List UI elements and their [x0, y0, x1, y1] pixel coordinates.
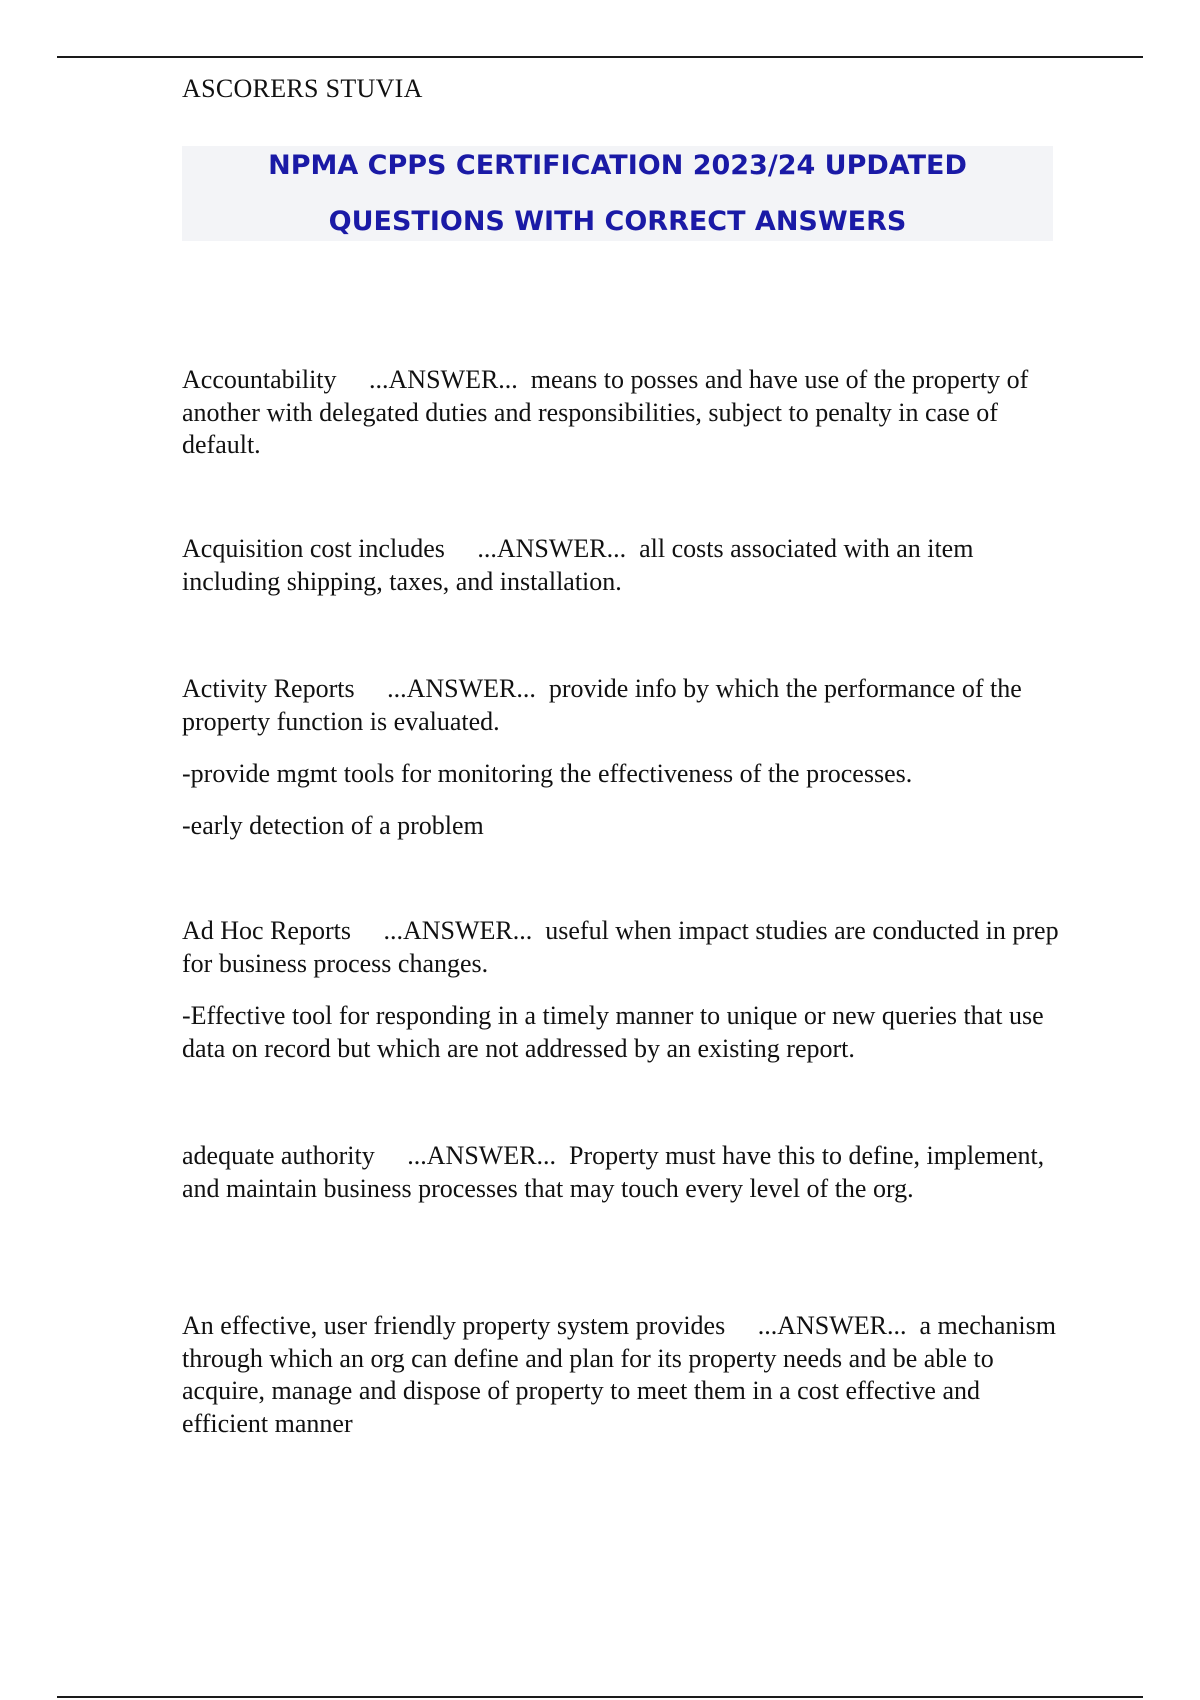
- answer-marker: ...ANSWER...: [387, 674, 536, 703]
- bottom-rule: [57, 1696, 1143, 1698]
- answer-marker: ...ANSWER...: [477, 534, 627, 563]
- entry-answer: a mechanism through which an org can define and plan for its property needs and be able to acquire, manage and dispose of property to meet them in a cost effective and efficient manner: [182, 1311, 1056, 1438]
- entry-extra-line: -provide mgmt tools for monitoring the effectiveness of the processes.: [182, 759, 913, 788]
- entry-extra-line: -Effective tool for responding in a timely manner to unique or new queries that use data on record but which are not addressed by an existing report.: [182, 1001, 1044, 1063]
- entry-term: Ad Hoc Reports: [182, 916, 351, 945]
- answer-marker: ...ANSWER...: [383, 916, 533, 945]
- entry-answer: useful when impact studies are conducted in prep for business process changes.: [182, 916, 1059, 978]
- entry-term: Acquisition cost includes: [182, 534, 445, 563]
- entry-answer: all costs associated with an item including shipping, taxes, and installation.: [182, 534, 974, 596]
- entry-term: Accountability: [182, 365, 337, 394]
- entry-term: An effective, user friendly property system provides: [182, 1311, 726, 1340]
- title-banner: [182, 146, 1053, 241]
- document-header: ASCORERS STUVIA: [182, 74, 423, 103]
- answer-marker: ...ANSWER...: [757, 1311, 907, 1340]
- entry-answer: means to posses and have use of the property of another with delegated duties and responsibilities, subject to penalty in case of default.: [182, 365, 1029, 459]
- entry-answer: Property must have this to define, implement, and maintain business processes that may touch every level of the org.: [182, 1141, 1045, 1203]
- entry-term: adequate authority: [182, 1141, 375, 1170]
- answer-marker: ...ANSWER...: [369, 365, 518, 394]
- title-line-2: QUESTIONS WITH CORRECT ANSWERS: [328, 206, 907, 237]
- qa-entry-ad-hoc-reports: [182, 915, 1062, 980]
- title-line-1: NPMA CPPS CERTIFICATION 2023/24 UPDATED: [268, 150, 967, 181]
- qa-entry-accountability: [182, 364, 1062, 462]
- qa-entry-acquisition-cost: [182, 533, 1062, 598]
- qa-entry-adequate-authority: [182, 1140, 1062, 1205]
- entry-answer: provide info by which the performance of the property function is evaluated.: [182, 674, 1022, 736]
- qa-entry-property-system: [182, 1310, 1062, 1440]
- qa-entry-activity-reports: [182, 673, 1062, 738]
- answer-marker: ...ANSWER...: [407, 1141, 557, 1170]
- top-rule: [57, 56, 1143, 58]
- entry-term: Activity Reports: [182, 674, 355, 703]
- entry-extra-line: -early detection of a problem: [182, 811, 484, 840]
